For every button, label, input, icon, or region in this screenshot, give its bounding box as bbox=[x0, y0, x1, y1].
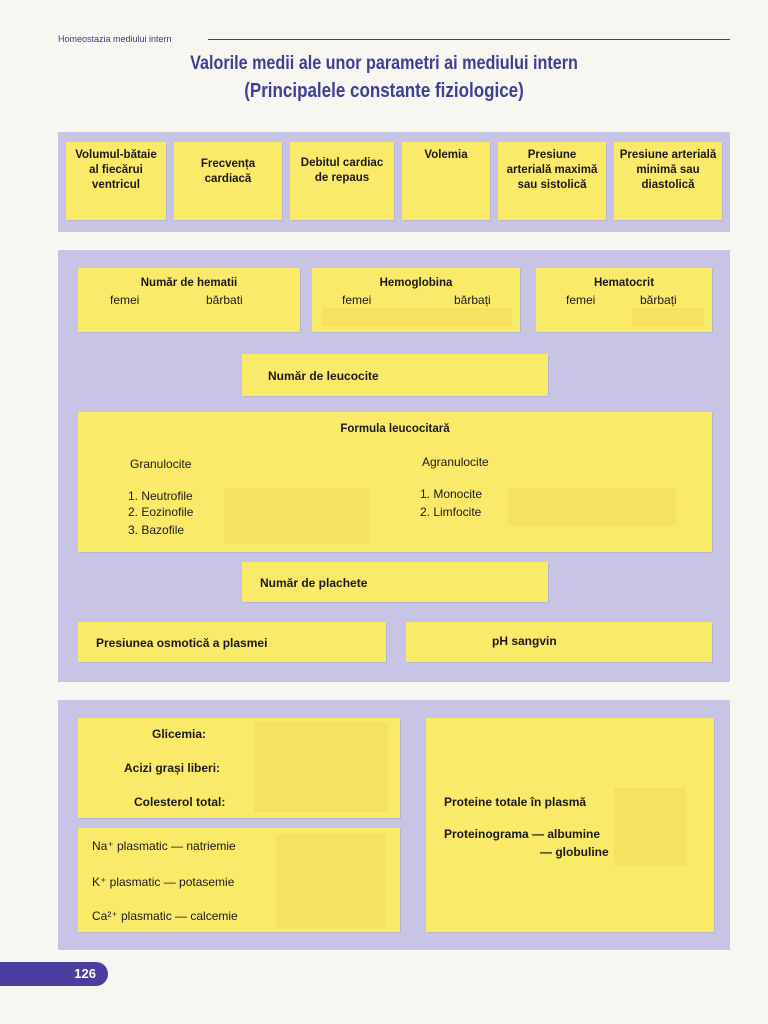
leucocite-label: Număr de leucocite bbox=[268, 369, 379, 383]
ph-box bbox=[406, 622, 712, 662]
hemoglobina-barbati: bărbați bbox=[454, 293, 491, 307]
proteine-label: Proteine totale în plasmă bbox=[444, 795, 587, 809]
lipids-box bbox=[78, 718, 400, 818]
cell-volum-bataie-label: Volumul-bătaie al fiecărui ventricul bbox=[75, 149, 157, 191]
agranulocite-heading: Agranulocite bbox=[422, 455, 489, 469]
glicemia-label: Glicemia: bbox=[152, 727, 207, 741]
page-subtitle: (Principalele constante fiziologice) bbox=[244, 80, 524, 102]
calcemie-label: Ca²⁺ plasmatic — calcemie bbox=[92, 909, 238, 923]
running-header bbox=[58, 34, 730, 48]
hemoglobina-femei: femei bbox=[342, 293, 372, 307]
hematocrit-barbati: bărbați bbox=[640, 293, 677, 307]
plachete-label: Număr de plachete bbox=[260, 576, 368, 590]
cell-presiune-max bbox=[498, 142, 606, 220]
hematocrit-title: Hematocrit bbox=[593, 277, 655, 289]
cell-frecventa-label: Frecvența cardiacă bbox=[200, 158, 256, 185]
cell-volemia bbox=[402, 142, 490, 220]
hematii-title: Număr de hematii bbox=[140, 277, 238, 289]
monocite-label: 1. Monocite bbox=[420, 487, 483, 501]
eozinofile-label: 2. Eozinofile bbox=[128, 505, 194, 519]
blood-panel bbox=[58, 250, 730, 682]
hemoglobina-box bbox=[312, 268, 520, 332]
lipids-values-area bbox=[254, 722, 388, 812]
presiune-osmotica-box bbox=[78, 622, 386, 662]
natriemie-label: Na⁺ plasmatic — natriemie bbox=[92, 839, 236, 853]
formula-title: Formula leucocitară bbox=[340, 423, 450, 435]
neutrofile-label: 1. Neutrofile bbox=[128, 489, 193, 503]
electrolytes-values-area bbox=[276, 834, 386, 928]
leucocite-box bbox=[242, 354, 548, 396]
granulocite-values-area bbox=[224, 488, 370, 544]
page-number: 126 bbox=[40, 962, 108, 986]
cell-presiune-min-label: Presiune arterială minimă sau diastolică bbox=[619, 149, 717, 191]
proteinograma-label: Proteinograma — albumine bbox=[444, 827, 601, 841]
cell-debit-label: Debitul cardiac de repaus bbox=[300, 157, 384, 184]
hematocrit-value-area bbox=[632, 308, 704, 326]
limfocite-label: 2. Limfocite bbox=[420, 505, 482, 519]
agranulocite-values-area bbox=[508, 488, 676, 526]
presiune-osmotica-label: Presiunea osmotică a plasmei bbox=[96, 636, 268, 650]
cell-debit bbox=[290, 142, 394, 220]
formula-box bbox=[78, 412, 712, 552]
page-title: Valorile medii ale unor parametri ai mediului intern bbox=[190, 53, 578, 74]
cell-volemia-label: Volemia bbox=[424, 149, 468, 161]
hematii-femei: femei bbox=[110, 293, 140, 307]
cardio-panel bbox=[58, 132, 730, 232]
hemoglobina-title: Hemoglobina bbox=[379, 277, 453, 289]
running-title: Homeostazia mediului intern bbox=[58, 34, 172, 44]
acizi-label: Acizi grași liberi: bbox=[124, 761, 221, 775]
colesterol-label: Colesterol total: bbox=[134, 795, 226, 809]
cell-presiune-max-label: Presiune arterială maximă sau sistolică bbox=[506, 149, 598, 191]
biochem-panel bbox=[58, 700, 730, 950]
hematii-box bbox=[78, 268, 300, 332]
cell-volum-bataie bbox=[66, 142, 166, 220]
ph-label: pH sangvin bbox=[492, 634, 557, 648]
potasemie-label: K⁺ plasmatic — potasemie bbox=[92, 875, 235, 889]
hematocrit-box bbox=[536, 268, 712, 332]
plachete-box bbox=[242, 562, 548, 602]
page-number-bar bbox=[0, 962, 40, 986]
granulocite-heading: Granulocite bbox=[130, 457, 192, 471]
header-rule bbox=[208, 39, 730, 40]
hematii-barbati: bărbati bbox=[206, 293, 243, 307]
hematocrit-femei: femei bbox=[566, 293, 596, 307]
cell-presiune-min bbox=[614, 142, 722, 220]
cell-frecventa bbox=[174, 142, 282, 220]
globuline-label: — globuline bbox=[540, 845, 609, 859]
electrolytes-box bbox=[78, 828, 400, 932]
bazofile-label: 3. Bazofile bbox=[128, 523, 185, 537]
proteins-box bbox=[426, 718, 714, 932]
hemoglobina-value-area bbox=[322, 308, 512, 326]
proteins-values-area bbox=[614, 788, 686, 866]
